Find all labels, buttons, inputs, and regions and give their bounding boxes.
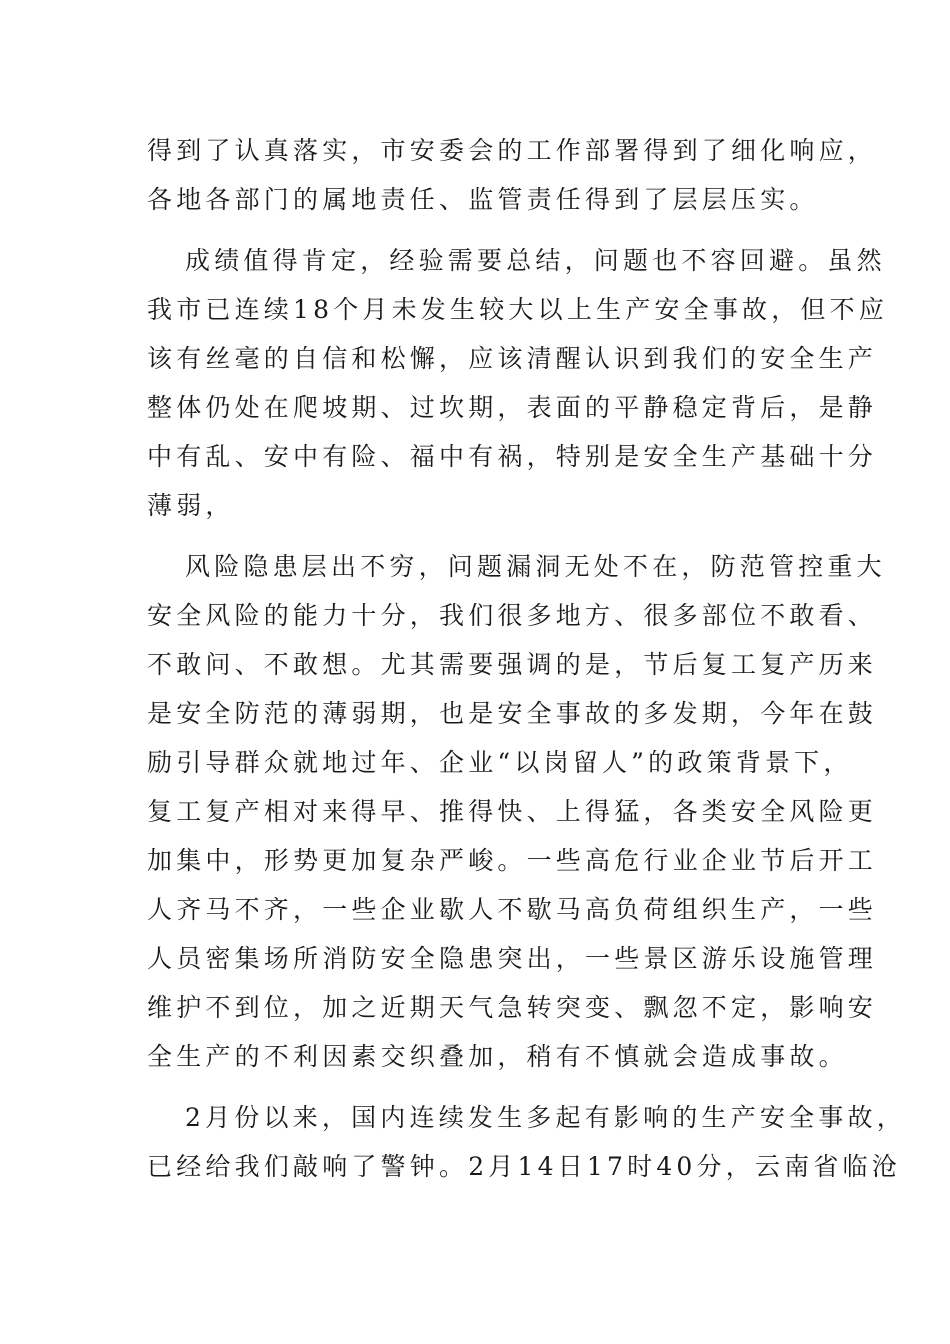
text-line: 人齐马不齐，一些企业歇人不歇马高负荷组织生产，一些 [147, 895, 878, 924]
paragraph-4 [147, 1093, 906, 1191]
text-line: 已经给我们敲响了警钟。2月14日17时40分，云南省临沧 [147, 1152, 901, 1181]
paragraph-2 [147, 236, 889, 530]
text-line: 复工复产相对来得早、推得快、上得猛，各类安全风险更 [147, 797, 878, 826]
text-line: 加集中，形势更加复杂严峻。一些高危行业企业节后开工 [147, 846, 878, 875]
text-line: 2月份以来，国内连续发生多起有影响的生产安全事故， [185, 1103, 906, 1132]
text-line: 整体仍处在爬坡期、过坎期，表面的平静稳定背后，是静 [147, 393, 878, 422]
paragraph-3 [147, 542, 886, 1081]
document-body [147, 126, 906, 1203]
text-line: 我市已连续18个月未发生较大以上生产安全事故，但不应 [147, 295, 889, 324]
text-line: 各地各部门的属地责任、监管责任得到了层层压实。 [147, 185, 819, 214]
text-line: 人员密集场所消防安全隐患突出，一些景区游乐设施管理 [147, 944, 878, 973]
text-line: 成绩值得肯定，经验需要总结，问题也不容回避。虽然 [185, 246, 886, 275]
text-line: 风险隐患层出不穷，问题漏洞无处不在，防范管控重大 [185, 552, 886, 581]
text-line: 得到了认真落实，市安委会的工作部署得到了细化响应， [147, 136, 878, 165]
text-line: 不敢问、不敢想。尤其需要强调的是，节后复工复产历来 [147, 650, 878, 679]
text-line: 维护不到位，加之近期天气急转突变、飘忽不定，影响安 [147, 993, 878, 1022]
paragraph-1 [147, 126, 878, 224]
text-line: 中有乱、安中有险、福中有祸，特别是安全生产基础十分 [147, 442, 878, 471]
text-line: 是安全防范的薄弱期，也是安全事故的多发期，今年在鼓 [147, 699, 878, 728]
text-line: 全生产的不利因素交织叠加，稍有不慎就会造成事故。 [147, 1042, 848, 1071]
text-line: 励引导群众就地过年、企业“以岗留人”的政策背景下， [147, 748, 853, 777]
text-line: 薄弱， [147, 491, 235, 520]
text-line: 该有丝毫的自信和松懈，应该清醒认识到我们的安全生产 [147, 344, 878, 373]
text-line: 安全风险的能力十分，我们很多地方、很多部位不敢看、 [147, 601, 878, 630]
